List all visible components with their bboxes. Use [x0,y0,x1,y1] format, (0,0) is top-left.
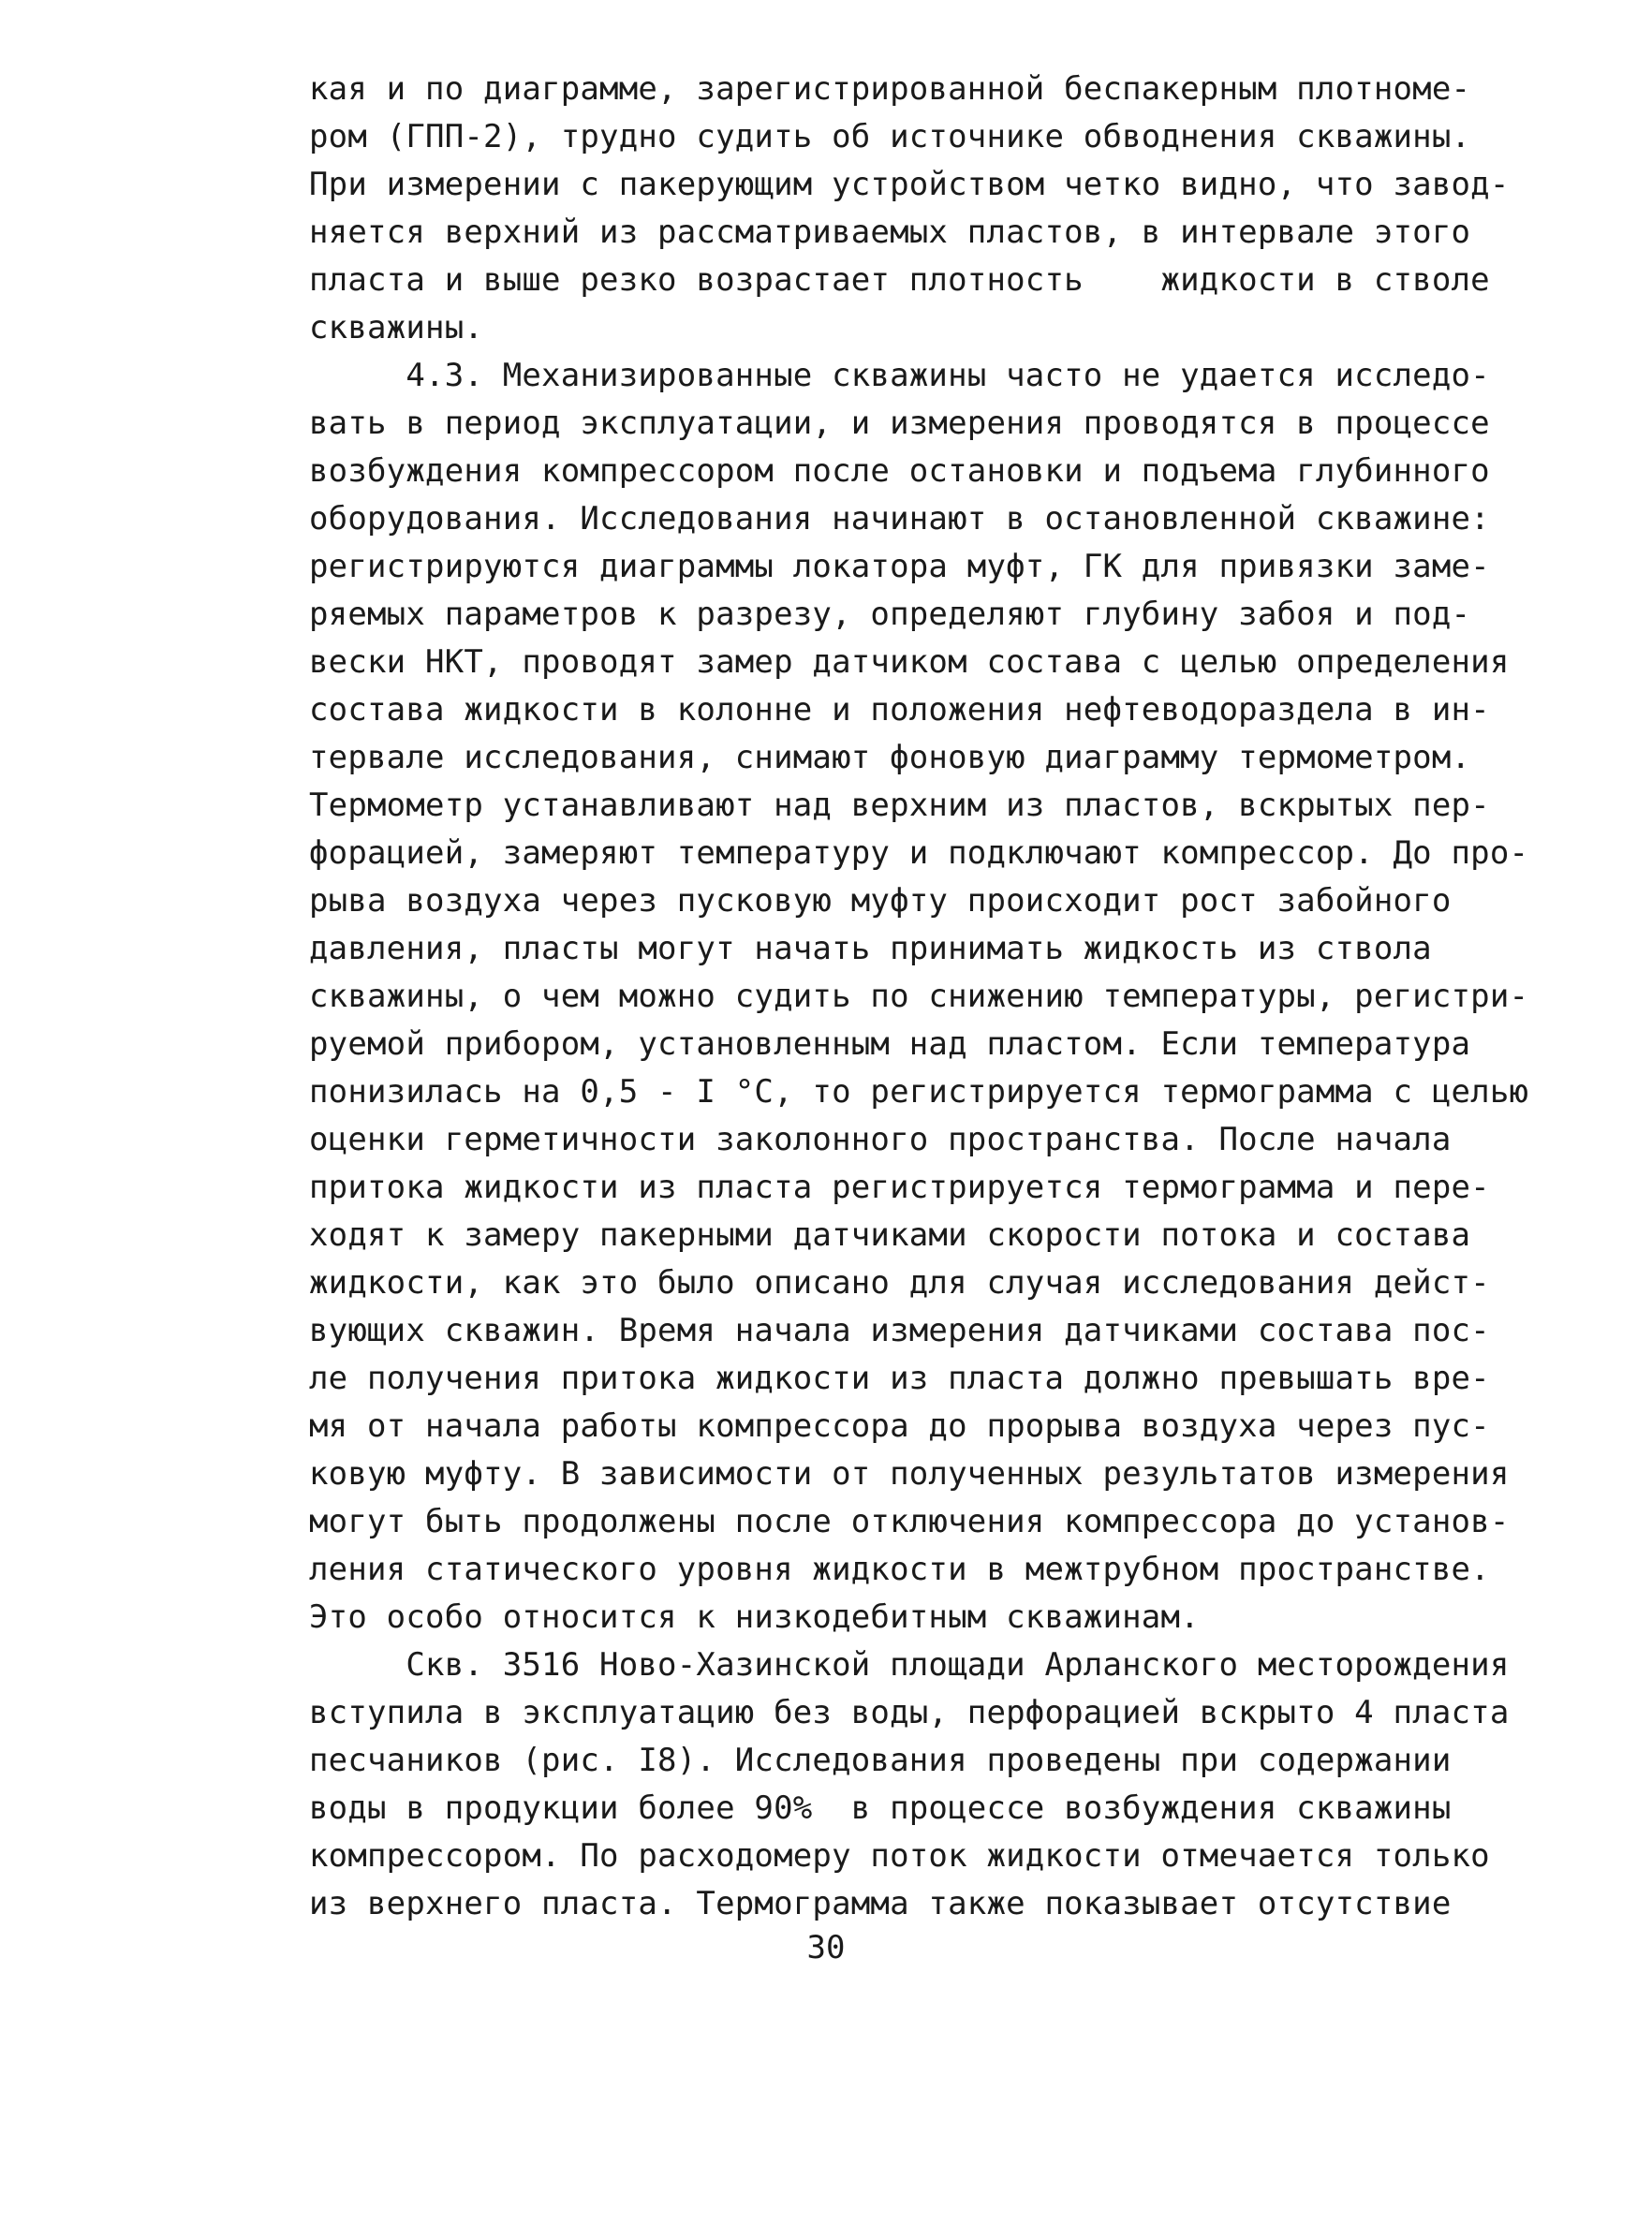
body-text [309,66,1536,1928]
text-line: Скв. 3516 Ново-Хазинской площади Арланского месторождения [309,1646,1510,1684]
text-line: форацией, замеряют температуру и подключают компрессор. До про- [309,834,1529,872]
text-line: состава жидкости в колонне и положения нефтеводораздела в ин- [309,691,1490,729]
text-line: давления, пласты могут начать принимать жидкость из ствола [309,930,1432,967]
text-line: ле получения притока жидкости из пласта должно превышать вре- [309,1360,1490,1397]
text-line: Это особо относится к низкодебитным скважинам. [309,1598,1200,1636]
text-line: мя от начала работы компрессора до прорыва воздуха через пус- [309,1407,1490,1445]
text-line: Термометр устанавливают над верхним из пластов, вскрытых пер- [309,787,1490,824]
text-line: компрессором. По расходомеру поток жидкости отмечается только [309,1837,1490,1875]
text-line: притока жидкости из пласта регистрируется термограмма и пере- [309,1169,1490,1206]
text-line: жидкости, как это было описано для случая исследования дейст- [309,1264,1490,1302]
text-line: песчаников (рис. I8). Исследования проведены при содержании [309,1742,1452,1779]
text-line: вески НКТ, проводят замер датчиком состава с целью определения [309,643,1510,681]
text-line: няется верхний из рассматриваемых пластов, в интервале этого [309,213,1471,251]
text-line: оценки герметичности заколонного пространства. После начала [309,1121,1452,1158]
text-line: ковую муфту. В зависимости от полученных результатов измерения [309,1455,1510,1493]
text-line: понизилась на 0,5 - I °C, то регистрируется термограмма с целью [309,1073,1529,1111]
text-line: пласта и выше резко возрастает плотность жидкости в стволе [309,261,1490,299]
text-line: вступила в эксплуатацию без воды, перфорацией вскрыто 4 пласта [309,1694,1510,1731]
text-line: кая и по диаграмме, зарегистрированной беспакерным плотноме- [309,70,1471,108]
text-line: из верхнего пласта. Термограмма также показывает отсутствие [309,1885,1452,1922]
text-line: рыва воздуха через пусковую муфту происходит рост забойного [309,882,1452,920]
text-line: ром (ГПП-2), трудно судить об источнике обводнения скважины. [309,118,1471,155]
text-line: скважины. [309,309,484,346]
text-line: скважины, о чем можно судить по снижению температуры, регистри- [309,978,1529,1015]
text-line: вующих скважин. Время начала измерения датчиками состава пос- [309,1312,1490,1349]
page-number: 30 [806,1929,846,1966]
text-line: вать в период эксплуатации, и измерения проводятся в процессе [309,405,1490,442]
text-line: возбуждения компрессором после остановки и подъема глубинного [309,452,1490,490]
text-line: руемой прибором, установленным над пластом. Если температура [309,1025,1471,1063]
text-line: оборудования. Исследования начинают в остановленной скважине: [309,500,1490,537]
text-line: воды в продукции более 90% в процессе возбуждения скважины [309,1789,1452,1827]
text-line: ряемых параметров к разрезу, определяют глубину забоя и под- [309,596,1471,633]
text-line: 4.3. Механизированные скважины часто не удается исследо- [309,357,1490,394]
text-line: ления статического уровня жидкости в межтрубном пространстве. [309,1551,1490,1588]
text-line: тервале исследования, снимают фоновую диаграмму термометром. [309,739,1471,776]
text-line: ходят к замеру пакерными датчиками скорости потока и состава [309,1216,1471,1254]
text-line: могут быть продолжены после отключения компрессора до установ- [309,1503,1510,1540]
text-line: При измерении с пакерующим устройством четко видно, что завод- [309,166,1510,203]
text-line: регистрируются диаграммы локатора муфт, ГК для привязки заме- [309,548,1490,585]
